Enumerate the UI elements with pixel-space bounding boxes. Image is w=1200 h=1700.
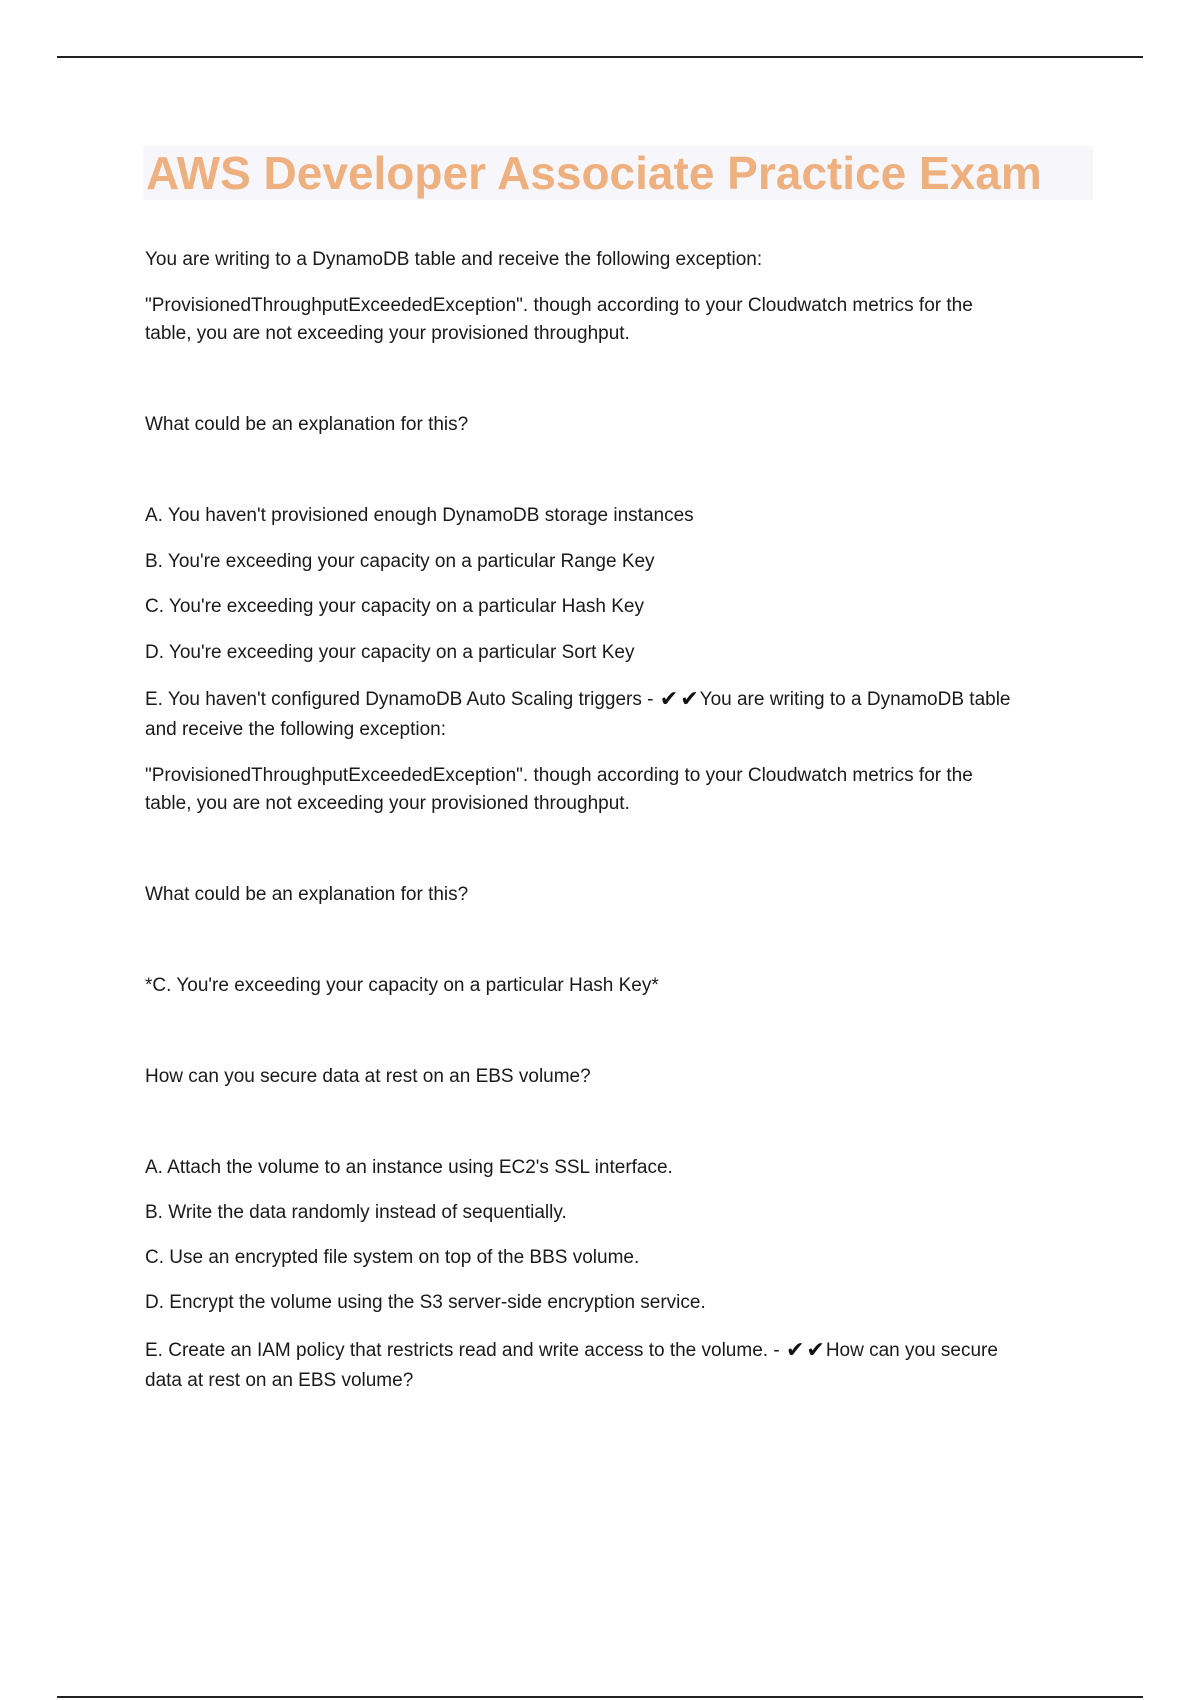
q1-question: What could be an explanation for this? bbox=[145, 414, 469, 435]
q1-repeat-exception-line2: table, you are not exceeding your provisioned throughput. bbox=[145, 793, 630, 814]
checkmark-icon: ✔ bbox=[785, 1338, 805, 1363]
checkmark-icon: ✔ bbox=[659, 687, 679, 712]
q1-option-e-line2: and receive the following exception: bbox=[145, 719, 447, 740]
q2-question: How can you secure data at rest on an EBS volume? bbox=[145, 1066, 591, 1087]
q1-exception-line1: "ProvisionedThroughputExceededException". though according to your Cloudwatch metrics for the bbox=[145, 295, 973, 316]
q1-option-b: B. You're exceeding your capacity on a particular Range Key bbox=[145, 551, 655, 572]
q2-option-e-repeat: How can you secure bbox=[825, 1340, 998, 1361]
q1-option-e bbox=[145, 686, 1011, 714]
checkmark-icon: ✔ bbox=[806, 1338, 825, 1363]
q1-option-e-repeat: You are writing to a DynamoDB table bbox=[699, 689, 1011, 710]
q1-option-e-text: E. You haven't configured DynamoDB Auto Scaling triggers - bbox=[145, 689, 654, 710]
q1-intro: You are writing to a DynamoDB table and receive the following exception: bbox=[145, 249, 763, 270]
q1-repeat-question: What could be an explanation for this? bbox=[145, 884, 469, 905]
q1-repeat-exception-line1: "ProvisionedThroughputExceededException". though according to your Cloudwatch metrics for the bbox=[145, 765, 973, 786]
q2-option-e-line2: data at rest on an EBS volume? bbox=[145, 1370, 414, 1391]
checkmark-icon: ✔ bbox=[680, 687, 699, 712]
q1-option-a: A. You haven't provisioned enough DynamoDB storage instances bbox=[145, 505, 694, 526]
q1-option-c: C. You're exceeding your capacity on a particular Hash Key bbox=[145, 596, 644, 617]
q2-option-e-text: E. Create an IAM policy that restricts read and write access to the volume. - bbox=[145, 1340, 780, 1361]
q1-answer: *C. You're exceeding your capacity on a particular Hash Key* bbox=[145, 975, 659, 996]
footer-rule bbox=[57, 1696, 1143, 1698]
q1-exception-line2: table, you are not exceeding your provisioned throughput. bbox=[145, 323, 630, 344]
q2-option-a: A. Attach the volume to an instance using EC2's SSL interface. bbox=[145, 1157, 673, 1178]
q1-option-d: D. You're exceeding your capacity on a particular Sort Key bbox=[145, 642, 635, 663]
q2-option-c: C. Use an encrypted file system on top of the BBS volume. bbox=[145, 1247, 640, 1268]
q2-option-d: D. Encrypt the volume using the S3 server-side encryption service. bbox=[145, 1292, 706, 1313]
page-title: AWS Developer Associate Practice Exam bbox=[146, 147, 1042, 199]
q2-option-e bbox=[145, 1337, 998, 1365]
q2-option-b: B. Write the data randomly instead of sequentially. bbox=[145, 1202, 567, 1223]
